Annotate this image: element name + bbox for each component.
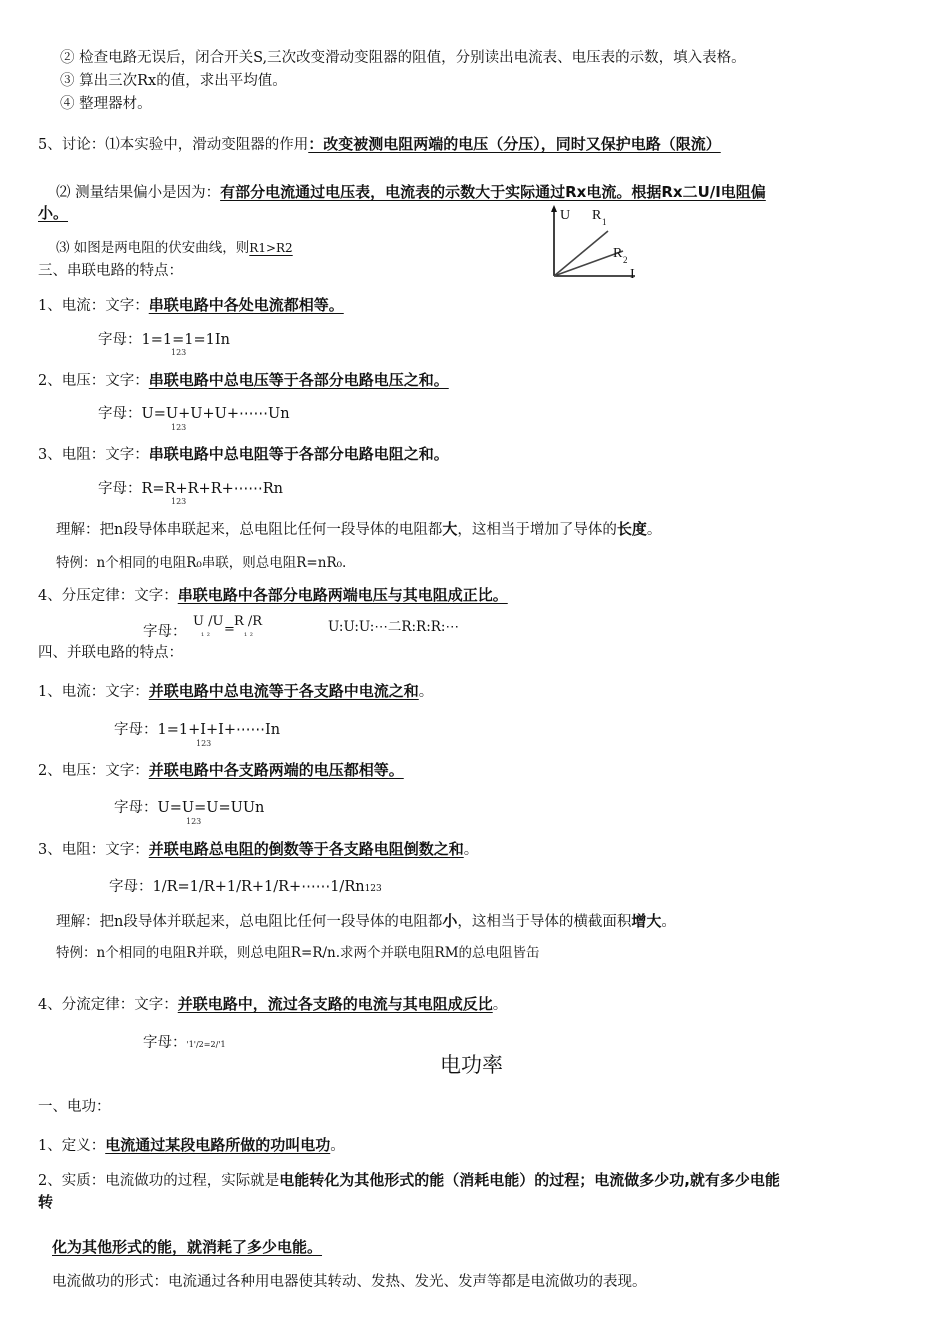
series-special: 特例：n个相同的电阻R₀串联，则总电阻R=nR₀. bbox=[56, 555, 347, 571]
series-divider-formula-eq: = bbox=[224, 622, 235, 637]
series-divider-formula-b: R /R bbox=[234, 614, 263, 629]
discussion-q2-prefix: ⑵ 测量结果偏小是因为： bbox=[56, 185, 221, 201]
parallel-resistance-text: 并联电路总电阻的倒数等于各支路电阻倒数之和 bbox=[148, 840, 464, 858]
series-resistance-subscript: 123 bbox=[171, 497, 187, 506]
parallel-shunt-formula-label: 字母： bbox=[143, 1035, 187, 1051]
power-essence-label: 2、实质：电流做功的过程，实际就是 bbox=[38, 1173, 280, 1189]
series-voltage-text: 串联电路中总电压等于各部分电路电压之和。 bbox=[148, 371, 449, 389]
parallel-shunt-formula-value: '1'/2=2/'1 bbox=[186, 1040, 226, 1049]
power-heading: 一、电功： bbox=[38, 1099, 111, 1115]
parallel-current-subscript: 123 bbox=[196, 739, 212, 748]
discussion-q2-cont bbox=[38, 203, 68, 224]
series-heading: 三、串联电路的特点： bbox=[38, 263, 183, 279]
series-resistance bbox=[38, 444, 449, 465]
graph-r2-sub: 2 bbox=[623, 255, 628, 265]
series-divider-formula-sub-a: ₁ ₂ bbox=[201, 629, 210, 638]
series-current bbox=[38, 295, 344, 316]
power-definition-text: 电流通过某段电路所做的功叫电功 bbox=[105, 1136, 331, 1154]
series-current-subscript: 123 bbox=[171, 348, 187, 357]
power-essence-wrap: 转 bbox=[38, 1193, 54, 1211]
power-essence-cont bbox=[52, 1237, 322, 1258]
power-essence-text: 电能转化为其他形式的能（消耗电能）的过程；电流做多少功,就有多少电能 bbox=[279, 1171, 780, 1189]
step-2: ② 检查电路无误后，闭合开关S,三次改变滑动变阻器的阻值，分别读出电流表、电压表的示数，填入表格。 bbox=[60, 50, 746, 66]
series-understanding-c: ，这相当于增加了导体的 bbox=[457, 522, 617, 538]
series-divider-text: 串联电路中各部分电路两端电压与其电阻成正比。 bbox=[177, 586, 508, 604]
series-divider-formula-label: 字母： bbox=[143, 624, 187, 640]
series-current-formula-label: 字母： bbox=[98, 332, 142, 348]
parallel-voltage bbox=[38, 760, 404, 781]
series-understanding-a: 理解：把n段导体串联起来，总电阻比任何一段导体的电阻都 bbox=[56, 522, 443, 538]
step-4: ④ 整理器材。 bbox=[60, 96, 152, 112]
power-essence-text-line2: 化为其他形式的能，就消耗了多少电能。 bbox=[52, 1238, 323, 1256]
discussion-q2 bbox=[56, 182, 766, 203]
parallel-shunt-formula bbox=[143, 1033, 226, 1055]
parallel-understanding-e: 。 bbox=[661, 914, 676, 930]
graph-line-r1 bbox=[554, 231, 608, 276]
parallel-understanding-a: 理解：把n段导体并联起来，总电阻比任何一段导体的电阻都 bbox=[56, 914, 443, 930]
series-voltage-label: 2、电压：文字： bbox=[38, 373, 149, 389]
discussion-q2-answer: 有部分电流通过电压表，电流表的示数大于实际通过Rx电流。根据Rx二U/I电阻偏 bbox=[220, 183, 766, 201]
series-understanding-b: 大 bbox=[442, 520, 458, 538]
series-current-formula-value: 1=1=1=1In bbox=[141, 332, 230, 348]
series-understanding-d: 长度 bbox=[616, 520, 647, 538]
discussion-q1 bbox=[38, 134, 721, 155]
series-resistance-label: 3、电阻：文字： bbox=[38, 447, 149, 463]
graph-x-label: I bbox=[630, 267, 635, 282]
series-divider bbox=[38, 585, 508, 606]
graph-y-label: U bbox=[560, 208, 571, 223]
parallel-understanding bbox=[56, 911, 676, 932]
parallel-current bbox=[38, 681, 433, 702]
power-forms: 电流做功的形式：电流通过各种用电器使其转动、发热、发光、发声等都是电流做功的表现。 bbox=[52, 1274, 647, 1290]
parallel-voltage-formula-value: U=U=U=UUn bbox=[157, 800, 265, 816]
series-understanding bbox=[56, 519, 661, 540]
series-voltage bbox=[38, 370, 449, 391]
series-resistance-formula-label: 字母： bbox=[98, 481, 142, 497]
series-resistance-text: 串联电路中总电阻等于各部分电路电阻之和。 bbox=[148, 445, 449, 463]
parallel-current-text: 并联电路中总电流等于各支路中电流之和 bbox=[148, 682, 419, 700]
parallel-current-formula bbox=[114, 720, 280, 740]
series-resistance-formula bbox=[98, 479, 283, 499]
voltage-current-graph bbox=[545, 203, 645, 283]
power-definition bbox=[38, 1135, 345, 1156]
series-divider-formula-sub-b: ₁ ₂ bbox=[244, 629, 253, 638]
parallel-resistance-subscript: 123 bbox=[364, 884, 382, 894]
discussion-q1-prefix: 5、讨论：⑴本实验中，滑动变阻器的作用 bbox=[38, 137, 309, 153]
power-title: 电功率 bbox=[440, 1053, 503, 1077]
series-current-text: 串联电路中各处电流都相等。 bbox=[148, 296, 344, 314]
parallel-resistance-end: 。 bbox=[463, 842, 479, 858]
power-definition-end: 。 bbox=[330, 1138, 345, 1154]
power-essence bbox=[38, 1170, 780, 1191]
parallel-resistance-label: 3、电阻：文字： bbox=[38, 842, 149, 858]
parallel-resistance-formula bbox=[109, 877, 382, 899]
power-definition-label: 1、定义： bbox=[38, 1138, 106, 1154]
parallel-shunt bbox=[38, 994, 507, 1015]
graph-r1-label: R bbox=[592, 208, 602, 223]
parallel-current-formula-label: 字母： bbox=[114, 722, 158, 738]
discussion-q3-prefix: ⑶ 如图是两电阻的伏安曲线，则 bbox=[56, 240, 250, 256]
parallel-voltage-formula bbox=[114, 798, 264, 818]
parallel-voltage-label: 2、电压：文字： bbox=[38, 763, 149, 779]
parallel-current-end: 。 bbox=[418, 684, 434, 700]
series-voltage-formula-value: U=U+U+U+⋯⋯Un bbox=[141, 406, 290, 422]
step-3: ③ 算出三次Rx的值，求出平均值。 bbox=[60, 73, 287, 89]
parallel-voltage-text: 并联电路中各支路两端的电压都相等。 bbox=[148, 761, 404, 779]
parallel-resistance-formula-value: 1/R=1/R+1/R+1/R+⋯⋯1/Rn bbox=[152, 879, 365, 895]
series-resistance-formula-value: R=R+R+R+⋯⋯Rn bbox=[141, 481, 284, 497]
parallel-resistance bbox=[38, 839, 478, 860]
series-voltage-formula-label: 字母： bbox=[98, 406, 142, 422]
parallel-heading: 四、并联电路的特点： bbox=[38, 645, 183, 661]
parallel-resistance-formula-label: 字母： bbox=[109, 879, 153, 895]
parallel-special: 特例：n个相同的电阻R并联，则总电阻R=R/n.求两个并联电阻RM的总电阻皆缶 bbox=[56, 945, 540, 961]
parallel-voltage-subscript: 123 bbox=[186, 817, 202, 826]
series-divider-label: 4、分压定律：文字： bbox=[38, 588, 178, 604]
discussion-q2-answer-line2: 小。 bbox=[38, 204, 69, 222]
parallel-understanding-b: 小 bbox=[442, 912, 458, 930]
series-voltage-subscript: 123 bbox=[171, 423, 187, 432]
discussion-q3 bbox=[56, 238, 293, 258]
parallel-current-formula-value: 1=1+I+I+⋯⋯In bbox=[157, 722, 281, 738]
parallel-shunt-end: 。 bbox=[492, 997, 508, 1013]
discussion-q3-answer: R1>R2 bbox=[249, 241, 293, 255]
series-understanding-e: 。 bbox=[646, 522, 662, 538]
discussion-q1-answer: ：改变被测电阻两端的电压（分压），同时又保护电路（限流） bbox=[308, 135, 721, 153]
graph-r1-sub: 1 bbox=[602, 217, 607, 227]
graph-r2-label: R bbox=[613, 246, 623, 261]
parallel-understanding-d: 增大 bbox=[631, 912, 662, 930]
graph-y-arrow bbox=[551, 205, 557, 212]
parallel-current-label: 1、电流：文字： bbox=[38, 684, 149, 700]
parallel-voltage-formula-label: 字母： bbox=[114, 800, 158, 816]
series-current-formula bbox=[98, 330, 230, 350]
parallel-shunt-label: 4、分流定律：文字： bbox=[38, 997, 178, 1013]
parallel-understanding-c: ，这相当于导体的横截面积 bbox=[457, 914, 632, 930]
series-divider-formula-c: U:U:U:⋯二R:R:R:⋯ bbox=[328, 619, 459, 635]
series-current-label: 1、电流：文字： bbox=[38, 298, 149, 314]
parallel-shunt-text: 并联电路中，流过各支路的电流与其电阻成反比 bbox=[177, 995, 493, 1013]
series-voltage-formula bbox=[98, 404, 290, 424]
series-divider-formula-a: U /U bbox=[193, 614, 224, 629]
